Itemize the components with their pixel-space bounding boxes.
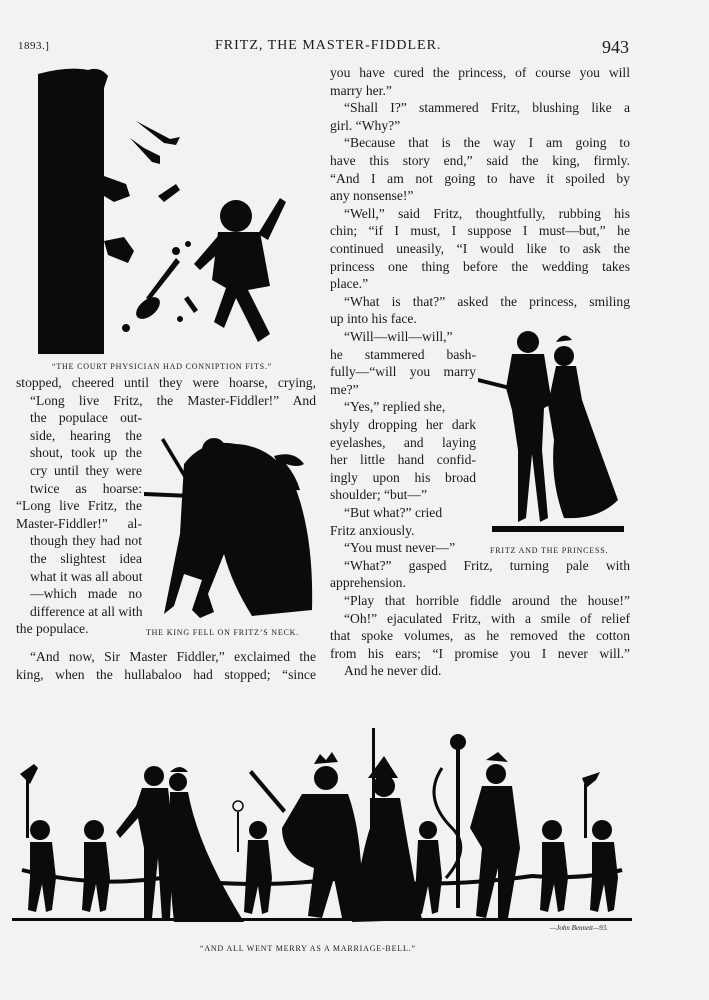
right-line: me?”	[330, 381, 359, 397]
right-line: marry her.”	[330, 82, 392, 98]
right-line: And he never did.	[344, 663, 442, 679]
right-line: you have cured the princess, of course you will	[330, 65, 630, 80]
left-line: though they had not	[30, 533, 142, 549]
right-line: “And I am not going to have it spoiled by	[330, 170, 630, 186]
right-line: up into his face.	[330, 311, 417, 327]
left-line: “And now, Sir Master Fiddler,” exclaimed the	[30, 649, 316, 664]
right-line: shyly dropping her dark	[330, 416, 476, 432]
right-line: “Will—will—will,”	[344, 329, 453, 344]
illustration-princess	[478, 330, 630, 536]
right-line: “Well,” said Fritz, thoughtfully, rubbing his	[344, 205, 630, 221]
right-line: “But what?” cried	[344, 504, 443, 520]
left-line: the populace out-	[30, 410, 142, 426]
caption-king: THE KING FELL ON FRITZ’S NECK.	[146, 628, 300, 637]
left-line: side, hearing the	[30, 427, 142, 443]
right-column	[330, 64, 630, 328]
left-column-narrow	[16, 409, 142, 638]
left-line: difference at all with	[30, 603, 143, 619]
illustration-physician	[38, 66, 328, 356]
right-line: eyelashes, and laying	[330, 434, 476, 450]
right-line: girl. “Why?”	[330, 117, 401, 133]
right-line: “Oh!” ejaculated Fritz, with a smile of relief	[344, 610, 630, 626]
left-line: twice as hoarse:	[30, 480, 142, 496]
left-line: stopped, cheered until they were hoarse, crying,	[16, 375, 316, 390]
right-line: her little hand confid-	[330, 452, 476, 468]
right-line: place.”	[330, 276, 369, 292]
right-line: from his ears; “I promise you I never will.”	[330, 645, 630, 661]
right-line: “Because that is the way I am going to	[344, 135, 630, 151]
right-line: “What?” gasped Fritz, turning pale with	[344, 557, 630, 573]
right-line: “Shall I?” stammered Fritz, blushing like a	[344, 100, 630, 116]
left-line: the slightest idea	[30, 550, 142, 566]
illustration-king	[144, 434, 316, 620]
running-title: FRITZ, THE MASTER-FIDDLER.	[215, 38, 442, 53]
right-line: chin; “if I must, I suppose I must—but,” he	[330, 223, 630, 239]
right-line: princess one thing before the wedding takes	[330, 258, 630, 274]
left-line: shout, took up the	[30, 445, 142, 461]
right-line: he stammered bash-	[330, 346, 476, 362]
right-line: that spoke volumes, as he removed the cotton	[330, 628, 630, 644]
right-line: “Play that horrible fiddle around the house!”	[344, 592, 630, 608]
left-line: king, when the hullabaloo had stopped; “since	[16, 666, 316, 682]
left-line: what it was all about	[30, 568, 143, 584]
left-line: “Long live Fritz, the Master-Fiddler!” And	[30, 392, 316, 408]
caption-princess: FRITZ AND THE PRINCESS.	[490, 546, 609, 555]
right-line: “Yes,” replied she,	[344, 399, 446, 415]
illustration-procession	[12, 728, 632, 928]
left-line: “Long live Fritz, the	[16, 498, 142, 514]
left-line: the populace.	[16, 621, 89, 637]
left-line: cry until they were	[30, 462, 142, 478]
header-date: 1893.]	[18, 40, 50, 52]
caption-physician: “THE COURT PHYSICIAN HAD CONNIPTION FITS.”	[52, 362, 273, 371]
right-line: fully—“will you marry	[330, 364, 476, 380]
caption-bottom: “AND ALL WENT MERRY AS A MARRIAGE-BELL.”	[200, 944, 416, 953]
left-column	[16, 374, 316, 409]
left-column-bottom	[16, 648, 316, 683]
left-line: Master-Fiddler!” al-	[16, 515, 142, 531]
left-line: —which made no	[30, 586, 142, 602]
right-line: apprehension.	[330, 575, 406, 591]
artist-signature: —John Bennett—93.	[550, 924, 608, 932]
right-column-bottom	[330, 557, 630, 680]
right-line: ingly upon his broad	[330, 469, 476, 485]
right-line: any nonsense!”	[330, 188, 414, 204]
right-line: Fritz anxiously.	[330, 522, 415, 538]
right-line: shoulder; “but—”	[330, 487, 428, 503]
right-line: have this story end,” said the king, firmly.	[330, 152, 630, 168]
right-line: “You must never—”	[344, 540, 456, 556]
right-column-narrow	[330, 328, 476, 557]
right-line: continued uneasily, “I would like to ask the	[330, 240, 630, 256]
right-line: “What is that?” asked the princess, smiling	[344, 293, 630, 309]
page-number: 943	[602, 37, 629, 57]
